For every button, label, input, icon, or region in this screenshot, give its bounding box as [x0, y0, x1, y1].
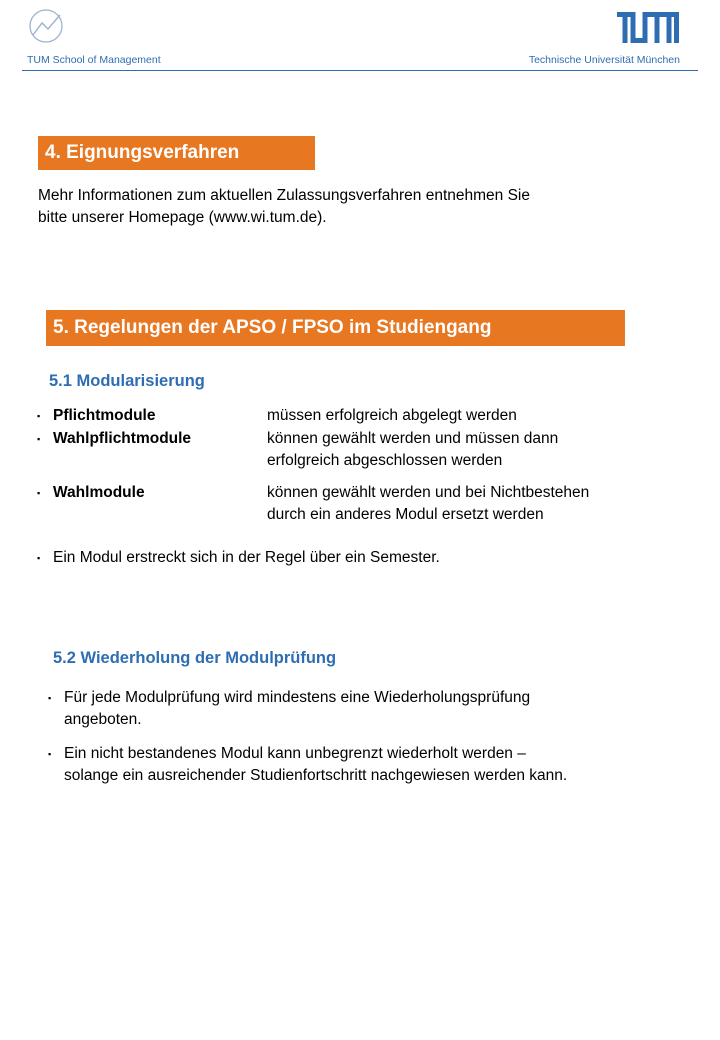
- tum-logo-icon: [617, 12, 679, 43]
- bullet-square-icon: ▪: [37, 434, 41, 444]
- list-item-line: solange ein ausreichender Studienfortschritt nachgewiesen werden kann.: [64, 767, 568, 784]
- list-item-line: angeboten.: [64, 711, 142, 728]
- module-description-line: durch ein anderes Modul ersetzt werden: [267, 506, 544, 523]
- subsection-5-1-title: 5.1 Modularisierung: [49, 372, 205, 390]
- list-item-line: Ein nicht bestandenes Modul kann unbegrenzt wiederholt werden –: [64, 745, 526, 762]
- tum-som-logo-icon: [28, 8, 64, 44]
- module-note-text: Ein Modul erstreckt sich in der Regel über ein Semester.: [53, 549, 440, 566]
- bullet-square-icon: ▪: [48, 749, 52, 759]
- list-item-text: [64, 687, 704, 731]
- section-4-body: [38, 185, 658, 229]
- bullet-square-icon: ▪: [37, 488, 41, 498]
- module-description: [267, 428, 687, 472]
- module-description: [267, 405, 687, 427]
- list-item-text: [64, 743, 704, 787]
- module-name: Pflichtmodule: [53, 407, 156, 424]
- module-description-line: können gewählt werden und bei Nichtbestehen: [267, 484, 590, 501]
- bullet-square-icon: ▪: [37, 553, 41, 563]
- subsection-5-2-title: 5.2 Wiederholung der Modulprüfung: [53, 649, 337, 667]
- module-description: [267, 482, 687, 526]
- section-4-title: 4. Eignungsverfahren: [38, 136, 315, 170]
- bullet-square-icon: ▪: [37, 411, 41, 421]
- module-name: Wahlpflichtmodule: [53, 430, 192, 447]
- module-description-line: erfolgreich abgeschlossen werden: [267, 452, 503, 469]
- section-4-body-line1: Mehr Informationen zum aktuellen Zulassungsverfahren entnehmen Sie: [38, 187, 530, 204]
- section-4-body-line2: bitte unserer Homepage (www.wi.tum.de).: [38, 209, 327, 226]
- bullet-square-icon: ▪: [48, 693, 52, 703]
- header-divider: [22, 70, 698, 71]
- header-school-name: TUM School of Management: [27, 54, 161, 66]
- module-description-line: müssen erfolgreich abgelegt werden: [267, 407, 517, 424]
- section-5-title: 5. Regelungen der APSO / FPSO im Studiengang: [46, 310, 625, 346]
- module-description-line: können gewählt werden und müssen dann: [267, 430, 559, 447]
- list-item-line: Für jede Modulprüfung wird mindestens eine Wiederholungsprüfung: [64, 689, 531, 706]
- header-university-name: Technische Universität München: [528, 54, 680, 66]
- module-name: Wahlmodule: [53, 484, 145, 501]
